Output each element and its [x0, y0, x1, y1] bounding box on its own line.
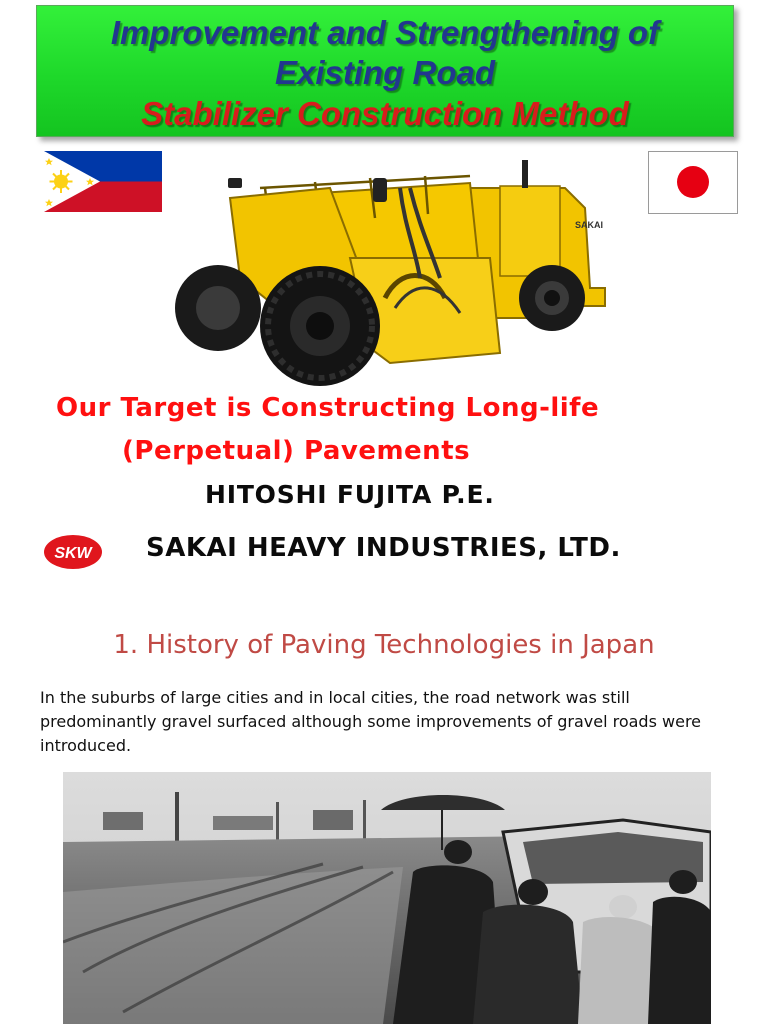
philippines-flag-icon: [44, 151, 162, 212]
section-heading: 1. History of Paving Technologies in Japan: [113, 630, 655, 660]
machine-badge: SAKAI: [575, 220, 604, 230]
japan-flag-sun: [677, 166, 709, 198]
stabilizer-machine-image: [170, 148, 615, 393]
title-banner: [36, 5, 734, 137]
logo-text: SKW: [54, 545, 92, 562]
company-name: SAKAI HEAVY INDUSTRIES, LTD.: [146, 533, 621, 563]
title-line-2: Existing Road: [274, 54, 496, 91]
title-line-1: Improvement and Strengthening of: [110, 14, 660, 51]
sakai-logo-icon: [42, 533, 104, 571]
author-name: HITOSHI FUJITA P.E.: [205, 480, 495, 509]
japan-flag-icon: [648, 151, 738, 214]
historic-road-photo: [63, 772, 711, 1024]
history-paragraph: In the suburbs of large cities and in local cities, the road network was still predominantly gravel surfaced although some improvements of gravel roads were introduced.: [40, 688, 702, 755]
target-line-2: (Perpetual) Pavements: [122, 436, 471, 466]
title-line-3: Stabilizer Construction Method: [141, 95, 629, 132]
target-line-1: Our Target is Constructing Long-life: [56, 393, 600, 423]
